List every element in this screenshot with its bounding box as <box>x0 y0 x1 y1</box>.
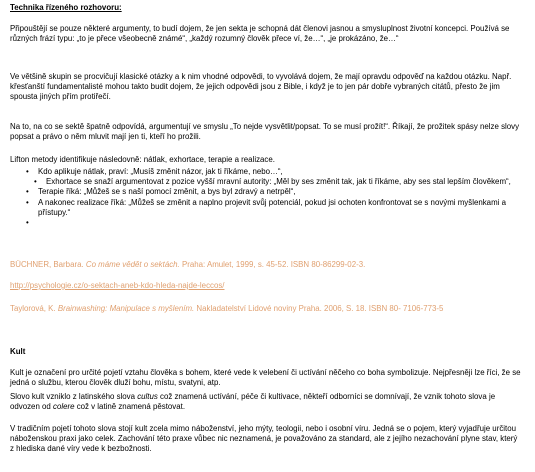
reference-authors: BÜCHNER, Barbara. <box>10 260 84 269</box>
paragraph-must-experience: Na to, na co se sektě špatně odpovídá, argumentují ve smyslu „To nejde vysvětlit/popsat. To se musí prožít!“. Říkají, že prožitek spásy nelze slovy popsat a právo o něm mluvit mají jen ti, kteří ho prožili. <box>10 122 520 142</box>
list-item: • A nakonec realizace říká: „Můžeš se změnit a naplno projevit svůj potenciál, pokud jsi ochoten konfrontovat se s novými myšlenkami a přístupy.“ <box>38 198 523 218</box>
list-item: • Terapie říká: „Můžeš se s naší pomocí změnit, a bys byl zdravý a netrpěl“, <box>38 187 523 197</box>
reference-taylorova <box>10 304 523 314</box>
list-item: • Kdo aplikuje nátlak, praví: „Musíš změnit názor, jak ti říkáme, nebo…“, <box>38 167 523 177</box>
section-heading-controlled-conversation: Technika řízeného rozhovoru: <box>10 3 122 12</box>
paragraph-lifton-methods: Lifton metody identifikuje následovně: nátlak, exhortace, terapie a realizace. <box>10 155 275 164</box>
list-item: • Exhortace se snaží argumentovat z pozice vyšší mravní autority: „Měl by ses změnit tak, jak ti říkáme, aby ses stal lepším člověkem“, <box>46 177 523 187</box>
paragraph-cult-definition: Kult je označení pro určité pojetí vztahu člověka s bohem, které vede k velebení či uctívání něčeho co boha symbolizuje. Nejpřesněji lze říci, že se jedná o službu, kterou člověk dluží bohu, místu, svatyni, atp. <box>10 368 521 388</box>
reference-details: Praha: Amulet, 1999, s. 45-52. ISBN 80-86299-02-3. <box>181 260 366 269</box>
reference-url <box>10 281 523 291</box>
reference-title: Brainwashing: Manipulace s myšlením. <box>57 304 195 313</box>
reference-title: Co máme vědět o sektách. <box>85 260 180 269</box>
lifton-methods-list <box>10 167 523 228</box>
reference-link[interactable]: http://psychologie.cz/o-sektach-aneb-kdo-hleda-najde-leccos/ <box>10 281 225 290</box>
reference-details: Nakladatelství Lidové noviny Praha. 2006, S. 18. ISBN 80- 7106-773-5 <box>196 304 444 313</box>
paragraph-cult-etymology: Slovo kult vzniklo z latinského slova cultus což znamená uctívání, péče či kultivace, někteří odborníci se domnívají, že vznik tohoto slova je odvozen od colere což v latině znamená pěstovat. <box>10 392 496 412</box>
paragraph-allowed-arguments: Připouštějí se pouze některé argumenty, to budí dojem, že jen sekta je schopná dát členovi jasnou a smysluplnost životní koncepci. Používá se různých frází typu: „to je přece všeobecně známé“, „každý rozumný člověk přece ví, že…“, „je prokázáno, že…“ <box>10 24 510 44</box>
reference-buchner <box>10 260 523 270</box>
section-heading-cult: Kult <box>10 347 26 356</box>
paragraph-practiced-questions: Ve většině skupin se procvičují klasické otázky a k nim vhodné odpovědi, to vyvolává dojem, že mají opravdu odpověď na každou otázku. Např. křesťanští fundamentalisté mohou takto budit dojem, že jejich odpovědi jsou z Bible, i když je to jen pár dobře vybraných citátů, přesto že jim spousta jiných přím protiřečí. <box>10 72 512 102</box>
list-item <box>38 218 523 228</box>
paragraph-cult-traditional: V tradičním pojetí tohoto slova stojí kult zcela mimo náboženství, jeho mýty, teologii, nebo i osobní víru. Jedná se o pojem, který vyjadřuje určitou náboženskou praxi jako celek. Zachování této praxe vůbec nic neznamená, je považováno za standard, ale z jejího nezachování plyne stav, který z hlediska dané víry vede k bezbožnosti. <box>10 424 518 454</box>
reference-authors: Taylorová, K. <box>10 304 56 313</box>
